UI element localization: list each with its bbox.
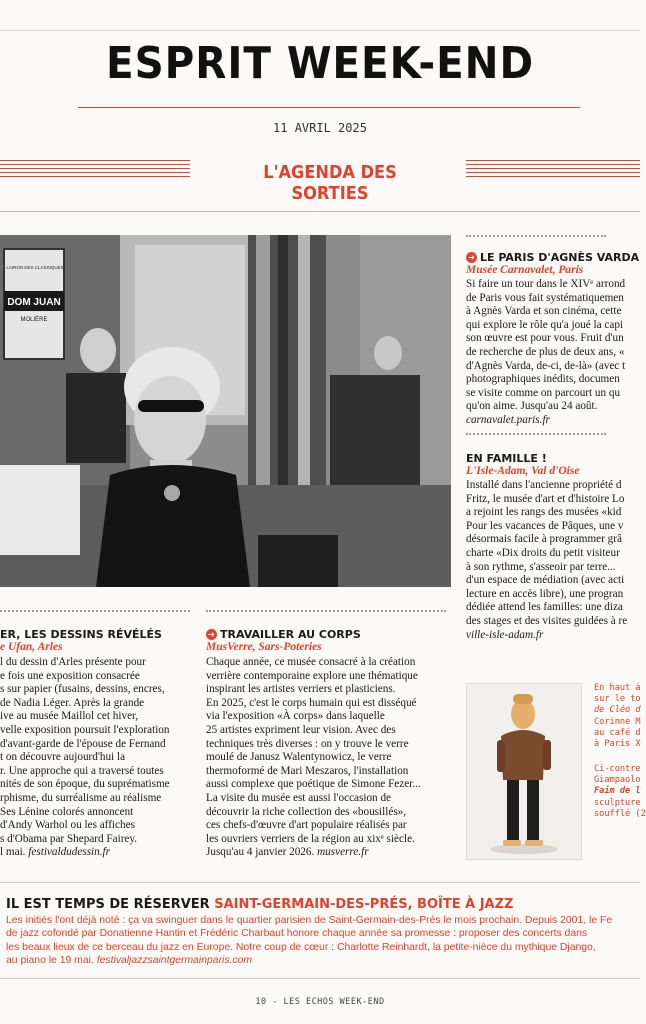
cleo-photo-illustration bbox=[0, 235, 451, 587]
corps-body: Chaque année, ce musée consacré à la création verrière contemporaine explore une thématique inspirant les artistes verriers et plasticiens. En 2025, c'est le corps humain qui est disséqué via l'exposition «À corps» dans laquelle 25 artistes expriment leur vision. Avec des techniques très diverses : on y trouve le verre moulé de Janusz Walentynowicz, le verre thermoformé de Mari Meszaros, l'installation aussi complexe que poétique de Simone Fezer... La visite du musée est aussi l'occasion de découvrir la riche collection des «bousillés», ces chefs-d'œuvre d'art populaire réalisés par les ouvriers verriers de la région au xixᵉ siècle. Jusqu'au 4 janvier 2026. musverre.fr bbox=[206, 656, 421, 859]
poster-text-top: LAIRON DES CLASSIQUES bbox=[6, 265, 64, 270]
poster-text-author: MOLIÈRE bbox=[20, 317, 48, 323]
leger-title: ER, LES DESSINS RÉVÉLÉS bbox=[0, 628, 162, 641]
arrow-right-circle-icon: ➜ bbox=[466, 252, 477, 263]
jazz-heading bbox=[6, 897, 513, 912]
bottom-box-top-rule bbox=[0, 882, 640, 883]
jazz-heading-title: SAINT-GERMAIN-DES-PRÉS, BOÎTE À JAZZ bbox=[214, 897, 514, 912]
leger-body: l du dessin d'Arles présente pour e fois une exposition consacrée s sur papier (fusains, dessins, encres, de Nadia Léger. Après la grande ive au musée Maillol cet hiver, velle exposition poursuit l'exploration d'avant-garde de l'épouse de Fernand t on découvre aujourd'hui la r. Une approche qui a traversé toutes nités de son époque, du suprématisme rphisme, du surréalisme au réalisme Ses Lénine colorés annoncent d'Andy Warhol ou les affiches s d'Obama par Shepard Fairey. l mai. festivaldudessin.fr bbox=[0, 656, 170, 859]
famille-body: Installé dans l'ancienne propriété d Fritz, le musée d'art et d'histoire Lo a rejoint les rangs des musées «kid Pour les vacances de Pâques, une v désormais facile à programmer grâ charte «Dix droits du petit visiteur à son rythme, s'asseoir par terre... d'un espace de médiation (avec acti lecture en accès libre), une progran dédiée attend les familles: une diza des stages et des visites guidées à re ville-isle-adam.fr bbox=[466, 479, 628, 641]
famille-title: EN FAMILLE ! bbox=[466, 452, 547, 465]
banner-stripes-right bbox=[466, 160, 640, 180]
leger-link[interactable]: festivaldudessin.fr bbox=[28, 846, 111, 859]
page-title: ESPRIT WEEK-END bbox=[106, 38, 534, 89]
sculpture-illustration bbox=[467, 684, 581, 859]
famille-link[interactable]: ville-isle-adam.fr bbox=[466, 628, 544, 641]
varda-body: Si faire un tour dans le XIVᵉ arrond de Paris vous fait systématiquemen à Agnès Varda et son cinéma, cette qui explore le rôle qu'a joué la capi son œuvre est pour vous. Fruit d'un de recherche de plus de deux ans, « d'Agnès Varda, de-ci, de-là» (avec t photographiques inédits, documen se visite comme on parcourt un qu qu'on aime. Jusqu'au 24 août. carnavalet.paris.fr bbox=[466, 278, 626, 426]
bottom-box-bottom-rule bbox=[0, 978, 640, 979]
top-rule bbox=[0, 30, 640, 31]
section-title: L'AGENDA DES SORTIES bbox=[263, 162, 397, 204]
varda-place: Musée Carnavalet, Paris bbox=[466, 264, 584, 276]
leger-place: e Ufan, Arles bbox=[0, 641, 63, 653]
famille-place: L'Isle-Adam, Val d'Oise bbox=[466, 465, 580, 477]
page-footer: 10 - LES ECHOS WEEK-END bbox=[255, 997, 385, 1007]
section-divider bbox=[0, 211, 640, 212]
banner-stripes-left bbox=[0, 160, 190, 180]
poster-text-title: DOM JUAN bbox=[7, 297, 61, 308]
varda-title: LE PARIS D'AGNÈS VARDA bbox=[480, 251, 640, 264]
caption-bottom: Ci-contre Giampaolo Faim de l sculpture soufflé (2 bbox=[594, 764, 646, 819]
corps-link[interactable]: musverre.fr bbox=[317, 846, 369, 859]
jazz-link[interactable]: festivaljazzsaintgermainparis.com bbox=[96, 955, 253, 967]
varda-heading bbox=[466, 251, 639, 264]
corps-heading bbox=[206, 628, 361, 641]
dotted-separator bbox=[0, 610, 190, 612]
issue-date: 11 AVRIL 2025 bbox=[273, 121, 367, 135]
dotted-separator bbox=[466, 433, 606, 435]
title-underline bbox=[78, 107, 580, 108]
jazz-body: Les initiés l'ont déjà noté : ça va swinguer dans le quartier parisien de Saint-Germain-des-Prés le mois prochain. Depuis 2001, le Fe de jazz cofondé par Donatienne Hantin et Frédéric Charbaut honore chaque année sa promesse : proposer des concerts dans les beaux lieux de ce berceau du jazz en Europe. Notre coup de cœur : Charlotte Reinhardt, la petite-nièce du mythique Django, au piano le 19 mai. festivaljazzsaintgermainparis.com bbox=[6, 915, 613, 967]
sculpture-photo bbox=[466, 683, 582, 860]
arrow-right-circle-icon: ➜ bbox=[206, 629, 217, 640]
dotted-separator bbox=[206, 610, 446, 612]
jazz-heading-lead: IL EST TEMPS DE RÉSERVER bbox=[6, 897, 215, 912]
caption-top: En haut à sur le to de Cléo d Corinne M au café d à Paris X bbox=[594, 683, 641, 750]
dotted-separator bbox=[466, 235, 606, 237]
corps-place: MusVerre, Sars-Poteries bbox=[206, 641, 322, 653]
corps-title: TRAVAILLER AU CORPS bbox=[220, 628, 361, 641]
cleo-photo bbox=[0, 235, 451, 587]
varda-link[interactable]: carnavalet.paris.fr bbox=[466, 413, 550, 426]
